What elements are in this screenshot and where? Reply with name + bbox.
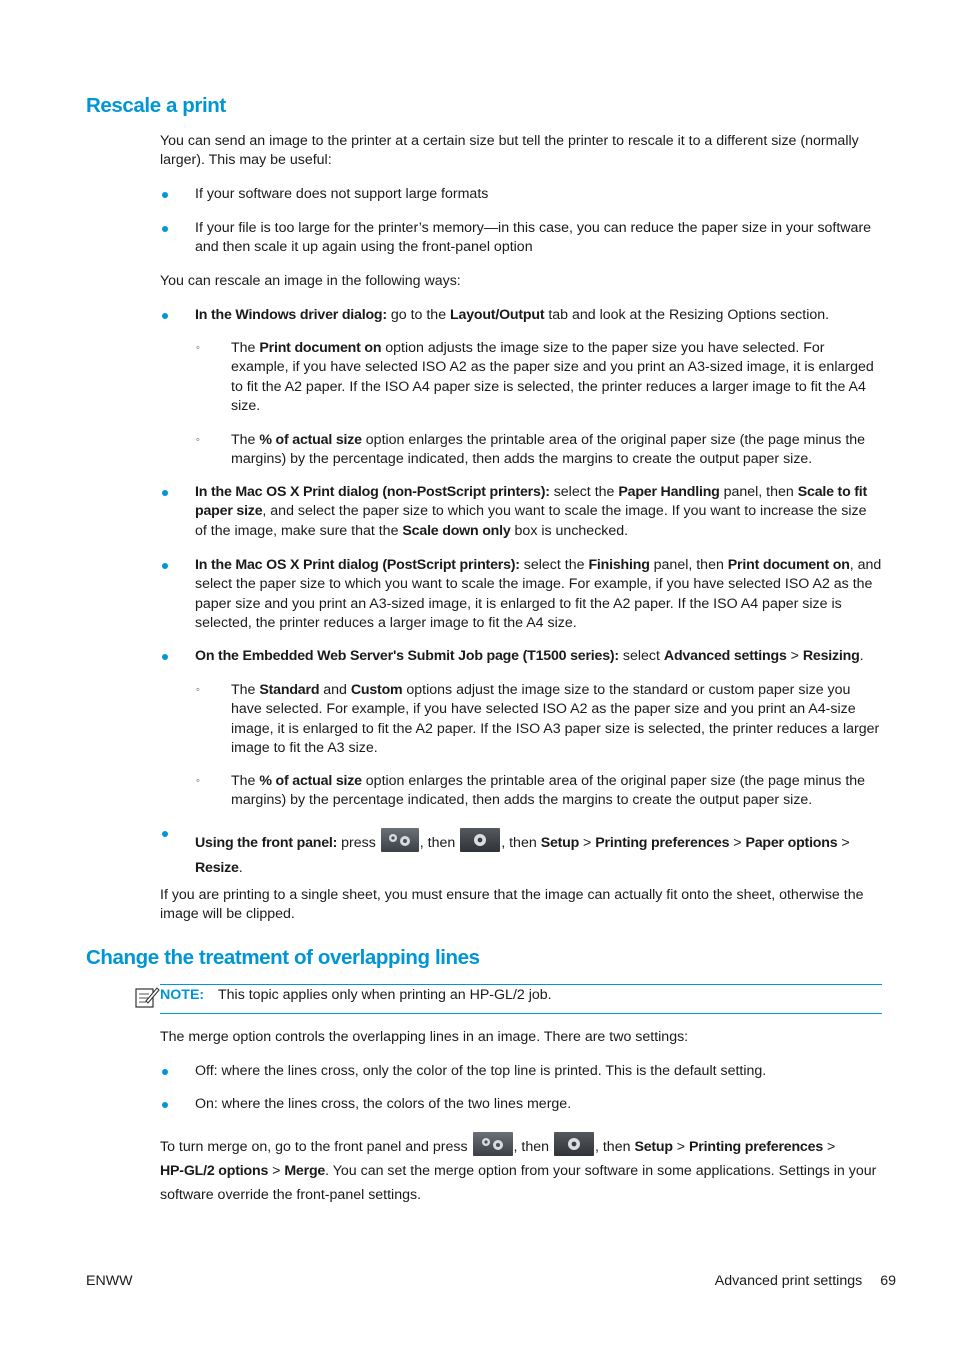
bullet-icon — [162, 192, 168, 198]
note-bottom-rule — [160, 1013, 882, 1014]
settings-gear-icon — [473, 1132, 513, 1156]
ways-intro: You can rescale an image in the following ways: — [160, 273, 461, 289]
settings-gear-icon — [381, 828, 419, 852]
bullet-icon — [162, 563, 168, 569]
circle-bullet-icon: ◦ — [196, 684, 200, 696]
sub-list-item: ◦ The Print document on option adjusts the image size to the paper size you have selected. For example, if you have selected ISO A2 as the paper size and you print an A3-sized image, it is enlarged to fit the A2 paper. If the ISO A4 paper size is selected, the printer reduces a larger image to fit the A4 size. — [196, 340, 874, 414]
note-text: This topic applies only when printing an HP-GL/2 job. — [218, 987, 552, 1003]
bullet-icon — [162, 313, 168, 319]
bullet-icon — [162, 1069, 168, 1075]
sub-list-item: ◦ The Standard and Custom options adjust the image size to the standard or custom paper size you have selected. For example, if you have selected ISO A2 as the paper size and you print an A4-size image, it is enlarged to fit the A2 paper. If the ISO A3 paper size is selected, the printer reduces a larger image to fit the A3 size. — [196, 682, 880, 756]
bullet-icon — [162, 490, 168, 496]
sub-list-item: ◦ The % of actual size option enlarges the printable area of the original paper size (the page minus the margins) by the percentage indicated, then adds the margins to create the output paper size. — [196, 773, 866, 809]
footer-section-title: Advanced print settings — [714, 1273, 863, 1289]
list-item: Off: where the lines cross, only the color of the top line is printed. This is the default setting. — [160, 1062, 882, 1081]
note-pencil-icon — [134, 985, 160, 1015]
list-item-mac-nonps: In the Mac OS X Print dialog (non-PostScript printers): select the Paper Handling panel, then Scale to fit paper size, and select the paper size to which you want to scale the image. If you want to increase the size of the image, make sure that the Scale down only box is unchecked. — [160, 483, 882, 541]
circle-bullet-icon: ◦ — [196, 342, 200, 354]
bullet-icon — [162, 654, 168, 660]
list-item-mac-ps: In the Mac OS X Print dialog (PostScript printers): select the Finishing panel, then Print document on, and select the paper size to which you want to scale the image. For example, if you have selected ISO A2 as the paper size and you print an A3-sized image, it is enlarged to fit the A2 paper. If the ISO A4 paper size is selected, the printer reduces a larger image to fit the A4 size. — [160, 556, 882, 633]
circle-bullet-icon: ◦ — [196, 434, 200, 446]
footer-left: ENWW — [86, 1273, 133, 1289]
list-item-windows: In the Windows driver dialog: go to the Layout/Output tab and look at the Resizing Options section. — [160, 306, 882, 325]
circle-bullet-icon: ◦ — [196, 775, 200, 787]
gear-icon — [460, 828, 500, 852]
merge-intro: The merge option controls the overlapping lines in an image. There are two settings: — [160, 1029, 689, 1045]
page-number: 69 — [880, 1273, 896, 1289]
list-item-front-panel: Using the front panel: press , then , then Setup > Printing preferences > Paper options > Resize. — [160, 828, 882, 880]
bullet-icon — [162, 1102, 168, 1108]
note-top-rule — [160, 984, 882, 985]
note-label: NOTE: — [160, 987, 205, 1003]
intro-paragraph: You can send an image to the printer at a certain size but tell the printer to rescale it to a different size (normally larger). This may be useful: — [160, 133, 859, 169]
footer-right — [715, 1272, 896, 1291]
gear-icon — [554, 1132, 594, 1156]
bullet-icon — [162, 831, 168, 837]
sub-list-item: ◦ The % of actual size option enlarges the printable area of the original paper size (the page minus the margins) by the percentage indicated, then adds the margins to create the output paper size. — [196, 432, 866, 468]
section-heading-overlapping-lines: Change the treatment of overlapping lines — [86, 946, 480, 969]
list-item: If your file is too large for the printer’s memory—in this case, you can reduce the paper size in your software and then scale it up again using the front-panel option — [160, 219, 882, 258]
merge-instructions: To turn merge on, go to the front panel and press , then , then Setup > Printing preferences > HP-GL/2 options > Merge. You can set the merge option from your software in some applications. Settings in your software override the front-panel settings. — [160, 1132, 882, 1207]
list-item: On: where the lines cross, the colors of the two lines merge. — [160, 1095, 882, 1114]
list-item-ews: On the Embedded Web Server's Submit Job page (T1500 series): select Advanced settings > Resizing. — [160, 647, 882, 666]
closing-paragraph: If you are printing to a single sheet, you must ensure that the image can actually fit onto the sheet, otherwise the image will be clipped. — [160, 887, 864, 923]
section-heading-rescale: Rescale a print — [86, 94, 226, 117]
bullet-icon — [162, 226, 168, 232]
list-item: If your software does not support large formats — [160, 185, 882, 204]
